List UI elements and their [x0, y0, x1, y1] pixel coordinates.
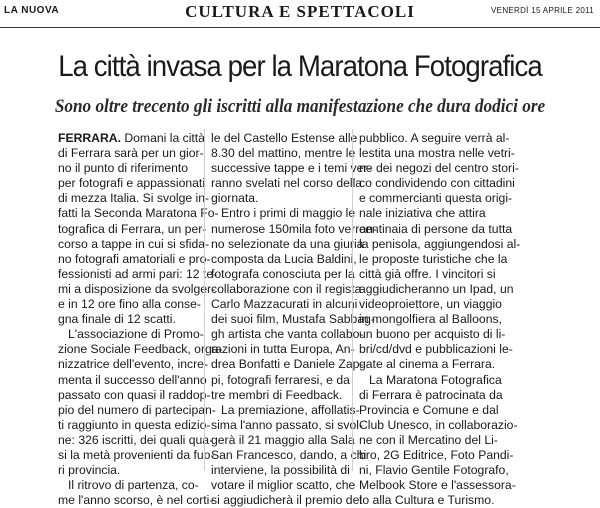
article-text-line: numerose 150mila foto verran- [211, 221, 377, 236]
article-text-line: gerà il 21 maggio alla Sala [211, 432, 355, 447]
masthead [0, 0, 600, 28]
article-text-line: me l'anno scorso, è nel corti- [58, 493, 214, 508]
article-text-line: bri/cd/dvd e pubblicazioni le- [359, 342, 513, 357]
article-text-line: gh artista che vanta collabo- [211, 327, 364, 342]
article-text-line: città già offre. I vincitori si [359, 266, 496, 281]
article-headline: La città invasa per la Maratona Fotografica [58, 50, 542, 83]
article-text-line: passato con quasi il raddop- [58, 387, 211, 402]
article-text-line: ranno svelati nel corso della [211, 176, 363, 191]
article-text-line: San Francesco, dando, a chi [211, 447, 367, 462]
article-text-line: pi, fotografi ferraresi, e da [211, 372, 350, 387]
article-text-line: nale iniziativa che attira [359, 206, 486, 221]
article-text-line: no fotografi amatoriali e pro- [58, 251, 211, 266]
article-text-line: bro, 2G Editrice, Foto Pandi- [359, 447, 514, 462]
article-text-line: collaborazione con il regista [211, 281, 362, 296]
article-text-line: e commercianti questa origi- [359, 191, 513, 206]
article-text-line: successive tappe e i temi ver- [211, 161, 372, 176]
article-text-line [58, 131, 205, 146]
article-text-line: e in 12 ore fino alla conse- [58, 297, 201, 312]
article-text-line: Il ritrovo di partenza, co- [68, 478, 199, 493]
article-text-line: 8.30 del mattino, mentre le [211, 146, 356, 161]
article-text-line: si aggiudicherà il premio del [211, 493, 363, 508]
article-text-line: nizzatrice dell'evento, incre- [58, 357, 208, 372]
article-text-line: pio del numero di partecipan- [58, 402, 216, 417]
article-column-1 [58, 131, 223, 508]
article-text-line: ne con il Mercatino del Li- [359, 432, 498, 447]
article-text-line: tografica di Ferrara, un per- [58, 221, 207, 236]
article-text-line: L'associazione di Promo- [68, 327, 204, 342]
article-text-line: un buono per acquisto di li- [359, 327, 506, 342]
article-text-line: le del Castello Estense alle [211, 131, 358, 145]
article-text-line: di mezza Italia. Si svolge in- [58, 191, 210, 206]
article-text-line: corso a tappe in cui si sfida- [58, 236, 210, 251]
issue-date: VENERDÌ 15 APRILE 2011 [491, 6, 594, 15]
article-text-line: ti raggiunto in questa edizio- [58, 417, 211, 432]
article-text-line: composta da Lucia Baldini, [211, 251, 357, 266]
section-title: CULTURA E SPETTACOLI [185, 2, 415, 21]
column-divider [204, 129, 205, 471]
article-text-line: gna finale di 12 scatti. [58, 312, 176, 327]
article-text-line: Provincia e Comune e dal [359, 402, 499, 417]
article-text-line: drea Bonfatti e Daniele Zap- [211, 357, 364, 372]
article-text-line: mi a disposizione da svolger- [58, 281, 216, 296]
article-text-line: le proposte turistiche che la [359, 251, 508, 266]
article-text-line: to alla Cultura e Turismo. [359, 493, 495, 508]
article-text-line: fatti la Seconda Maratona Fo- [58, 206, 219, 221]
article-text-line: no il punto di riferimento [58, 161, 189, 176]
article-text-line: di Ferrara sarà per un gior- [58, 146, 204, 161]
article-text-line: menta il successo dell'anno [58, 372, 207, 387]
article-text-line: votare il miglior scatto, che [211, 478, 356, 493]
article-text-line: interviene, la possibilità di [211, 463, 350, 478]
article-text-line: giornata. [211, 191, 259, 206]
article-text-line: Club Unesco, in collaborazio- [359, 417, 518, 432]
article-text-line: sima l'anno passato, si svol- [211, 417, 364, 432]
article-text-line: ne dei negozi del centro stori- [359, 161, 519, 176]
article-text-line: Melbook Store e l'assessora- [359, 478, 516, 493]
article-text-line: Domani la città [120, 131, 205, 145]
article-text-line: aggiudicheranno un Ipad, un [359, 281, 514, 296]
article-text-line: gate al cinema a Ferrara. [359, 357, 496, 372]
article-subheadline: Sono oltre trecento gli iscritti alla manifestazione che dura dodici ore [54, 97, 546, 117]
article-text-line: tre membri di Feedback. [211, 387, 343, 402]
article-text-line: videoproiettore, un viaggio [359, 297, 502, 312]
article-text-line: la penisola, aggiungendosi al- [359, 236, 521, 251]
article-text-line: ni, Flavio Gentile Fotografo, [359, 463, 509, 478]
newspaper-name: LA NUOVA [4, 5, 60, 16]
article-text-line: centinaia di persone da tutta [359, 221, 513, 236]
article-text-line: La premiazione, affollatis- [221, 402, 360, 417]
column-divider [352, 129, 353, 471]
article-text-line: di Ferrara è patrocinata da [359, 387, 503, 402]
article-text-line: fessionisti ad armi pari: 12 te- [58, 266, 218, 281]
article-text-line: in mongolfiera al Balloons, [359, 312, 502, 327]
article-text-line: co condividendo con cittadini [359, 176, 515, 191]
article-text-line: ne: 326 iscritti, dei quali qua- [58, 432, 214, 447]
article-text-line: no selezionate da una giuria [211, 236, 364, 251]
article-dateline: FERRARA. [58, 131, 121, 145]
article-text-line: lestita una mostra nelle vetri- [359, 146, 515, 161]
article-text-line: pubblico. A seguire verrà al- [359, 131, 510, 145]
article-text-line: razioni in tutta Europa, An- [211, 342, 355, 357]
article-text-line: per fotografi e appassionati [58, 176, 206, 191]
article-text-line: ri provincia. [58, 463, 121, 478]
article-text-line: zione Sociale Feedback, orga- [58, 342, 223, 357]
article-column-2 [211, 131, 377, 508]
article-text-line: La Maratona Fotografica [369, 372, 502, 387]
article-text-line: dei suoi film, Mustafa Sabbag- [211, 312, 375, 327]
article-text-line: si la metà provenienti da fuo- [58, 447, 215, 462]
article-column-3 [359, 131, 521, 508]
article-text-line: Carlo Mazzacurati in alcuni [211, 297, 358, 312]
article-text-line: Entro i primi di maggio le [221, 206, 356, 221]
article-text-line: fotografa conosciuta per la [211, 266, 355, 281]
